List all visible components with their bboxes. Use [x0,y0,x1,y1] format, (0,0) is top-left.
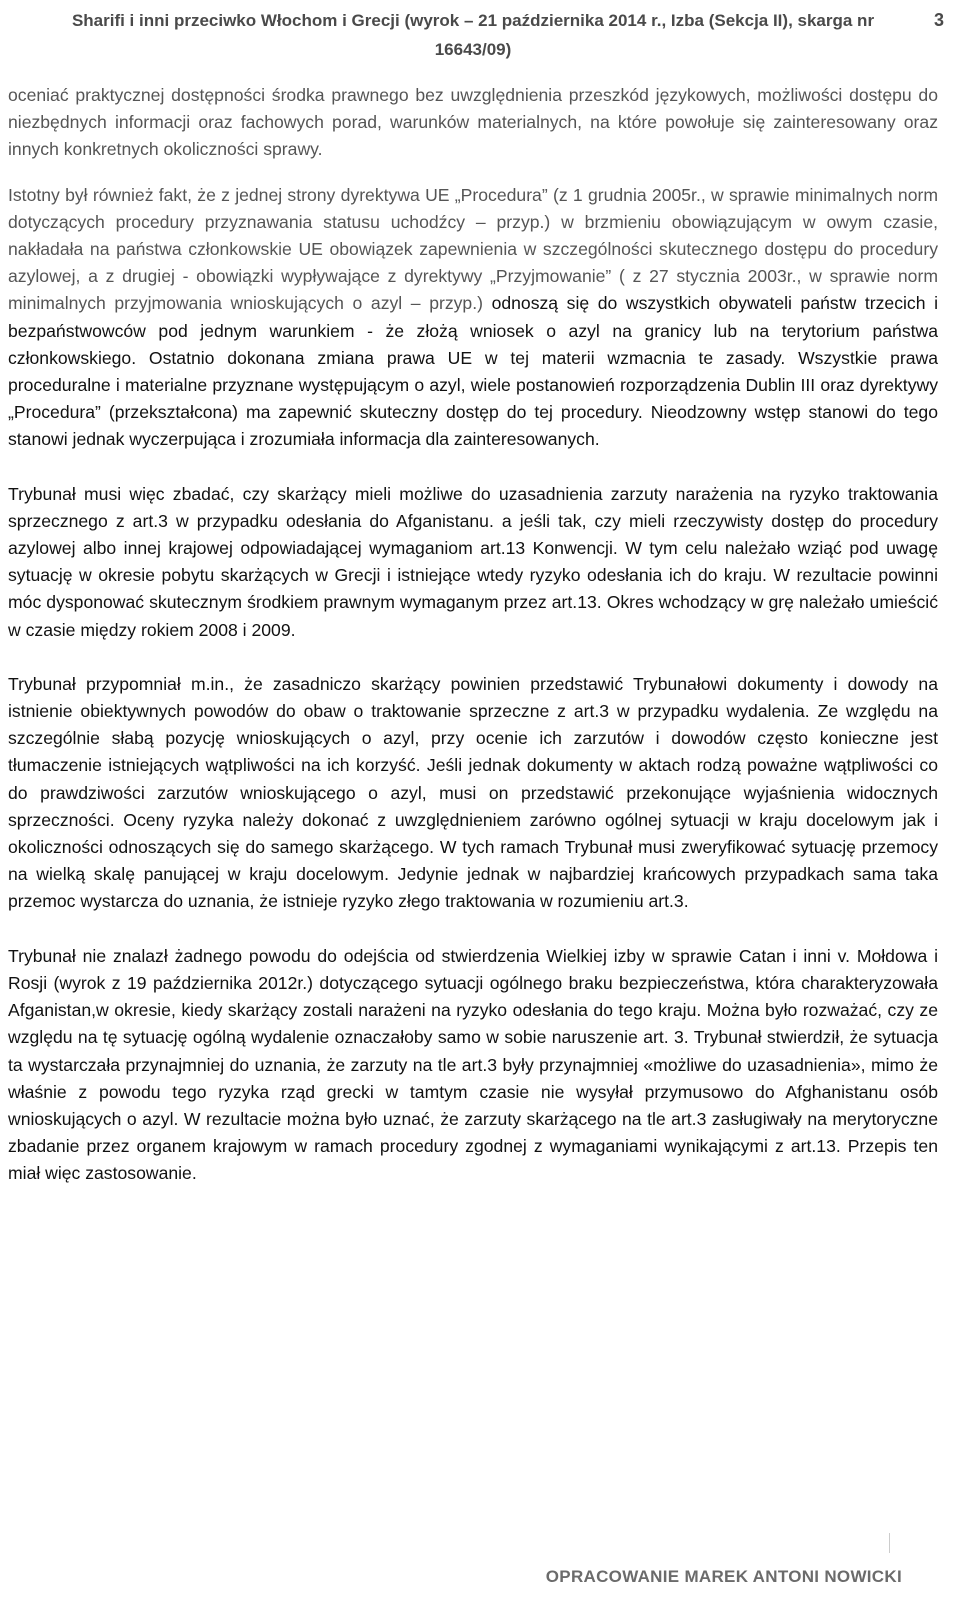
footer-credit: OPRACOWANIE MAREK ANTONI NOWICKI [545,1567,902,1586]
body-text [8,82,938,1188]
paragraph-2-gray-part: Istotny był również fakt, że z jednej strony dyrektywa UE „Procedura” (z 1 grudnia 2005r., w sprawie minimalnych norm dotyczących procedury przyznawania statusu uchodźcy – przyp.) w brzmieniu obowiązującym w owym czasie, nakładała na państwa członkowskie UE obowiązek zapewnienia w szczególności skutecznego dostępu do procedury azylowej, a z drugiej - obowiązki wypływające z dyrektywy „Przyjmowanie” ( z 27 stycznia 2003r., w sprawie norm minimalnych przyjmowania wnioskujących o azyl – przyp.) [8,184,938,314]
paragraph-2 [8,182,938,454]
footer-divider [889,1533,890,1553]
paragraph-5: Trybunał nie znalazł żadnego powodu do odejścia od stwierdzenia Wielkiej izby w sprawie Catan i inni v. Mołdowa i Rosji (wyrok z 19 października 2012r.) dotyczącego sytuacji ogólnego braku bezpieczeństwa, która charakteryzowała Afganistan,w okresie, kiedy skarżący zostali narażeni na ryzyko odesłania do tego kraju. Można było rozważać, czy ze względu na tę sytuację ogólną wydalenie oznaczałoby samo w sobie naruszenie art. 3. Trybunał stwierdził, że sytuacja ta wystarczała przynajmniej do uznania, że zarzuty na tle art.3 były przynajmniej «możliwe do uzasadnienia», mimo że właśnie z powodu tego ryzyka rząd grecki w tamtym czasie nie wysyłał przymusowo do Afghanistanu osób wnioskujących o azyl. W rezultacie można było uznać, że zarzuty skarżącego na tle art.3 zasługiwały na merytoryczne zbadanie przez organem krajowym w ramach procedury zgodnej z wymaganiami wynikającymi z art.13. Przepis ten miał więc zastosowanie. [8,945,938,1184]
paragraph-2-rest: odnoszą się do wszystkich obywateli państw trzecich i bezpaństwowców pod jednym warunkiem - że złożą wniosek o azyl na granicy lub na terytorium państwa członkowskiego. Ostatnio dokonana zmiana prawa UE w tej materii wzmacnia te zasady. Wszystkie prawa proceduralne i materialne przyznane występującym o azyl, wiele postanowień rozporządzenia Dublin III oraz dyrektywy „Procedura” (przekształcona) ma zapewnić skuteczny dostęp do tej procedury. Nieodzowny wstęp stanowi do tego stanowi jednak wyczerpująca i zrozumiała informacja dla zainteresowanych. [8,293,938,450]
paragraph-4: Trybunał przypomniał m.in., że zasadniczo skarżący powinien przedstawić Trybunałowi dokumenty i dowody na istnienie obiektywnych powodów do obaw o traktowanie sprzeczne z art.3 w przypadku wydalenia. Ze względu na szczególnie słabą pozycję wnioskujących o azyl, przy ocenie ich zarzutów i dowodów często konieczne jest tłumaczenie istniejących wątpliwości na ich korzyść. Jeśli jednak dokumenty w aktach rodzą poważne wątpliwości co do prawdziwości zarzutów wnioskującego o azyl, musi on przedstawić przekonujące wyjaśnienia widocznych sprzeczności. Oceny ryzyka należy dokonać z uwzględnieniem zarówno ogólnej sytuacji w kraju docelowym jak i okoliczności odnoszących się do samego skarżącego. W tych ramach Trybunał musi zweryfikować sytuację przemocy na wielką skalę panującej w kraju docelowym. Jedynie jednak w najbardziej krańcowych przypadkach sama taka przemoc wystarcza do uznania, że istnieje ryzyko złego traktowania w rozumieniu art.3. [8,673,938,912]
paragraph-3: Trybunał musi więc zbadać, czy skarżący mieli możliwe do uzasadnienia zarzuty narażenia na ryzyko traktowania sprzecznego z art.3 w przypadku odesłania do Afganistanu. a jeśli tak, czy mieli rzeczywisty dostęp do procedury azylowej albo innej krajowej odpowiadającej wymaganiom art.13 Konwencji. W tym celu należało wziąć pod uwagę sytuację w okresie pobytu skarżących w Grecji i istniejące wtedy ryzyko odesłania ich do kraju. W rezultacie powinni móc dysponować skutecznym środkiem prawnym wymaganym przez art.13. Okres wchodzący w grę należało umieścić w czasie między rokiem 2008 i 2009. [8,483,938,640]
running-header-title: Sharifi i inni przeciwko Włochom i Grecji (wyrok – 21 października 2014 r., Izba (Sekcja II), skarga nr 16643/09) [71,11,875,59]
page-footer [8,1533,938,1597]
page-number: 3 [933,10,944,30]
paragraph-1: oceniać praktycznej dostępności środka prawnego bez uwzględnienia przeszkód językowych, możliwości dostępu do niezbędnych informacji oraz fachowych porad, warunków materialnych, na które powołuje się zainteresowany oraz innych konkretnych okoliczności sprawy. [8,85,938,160]
page-header [8,0,944,70]
